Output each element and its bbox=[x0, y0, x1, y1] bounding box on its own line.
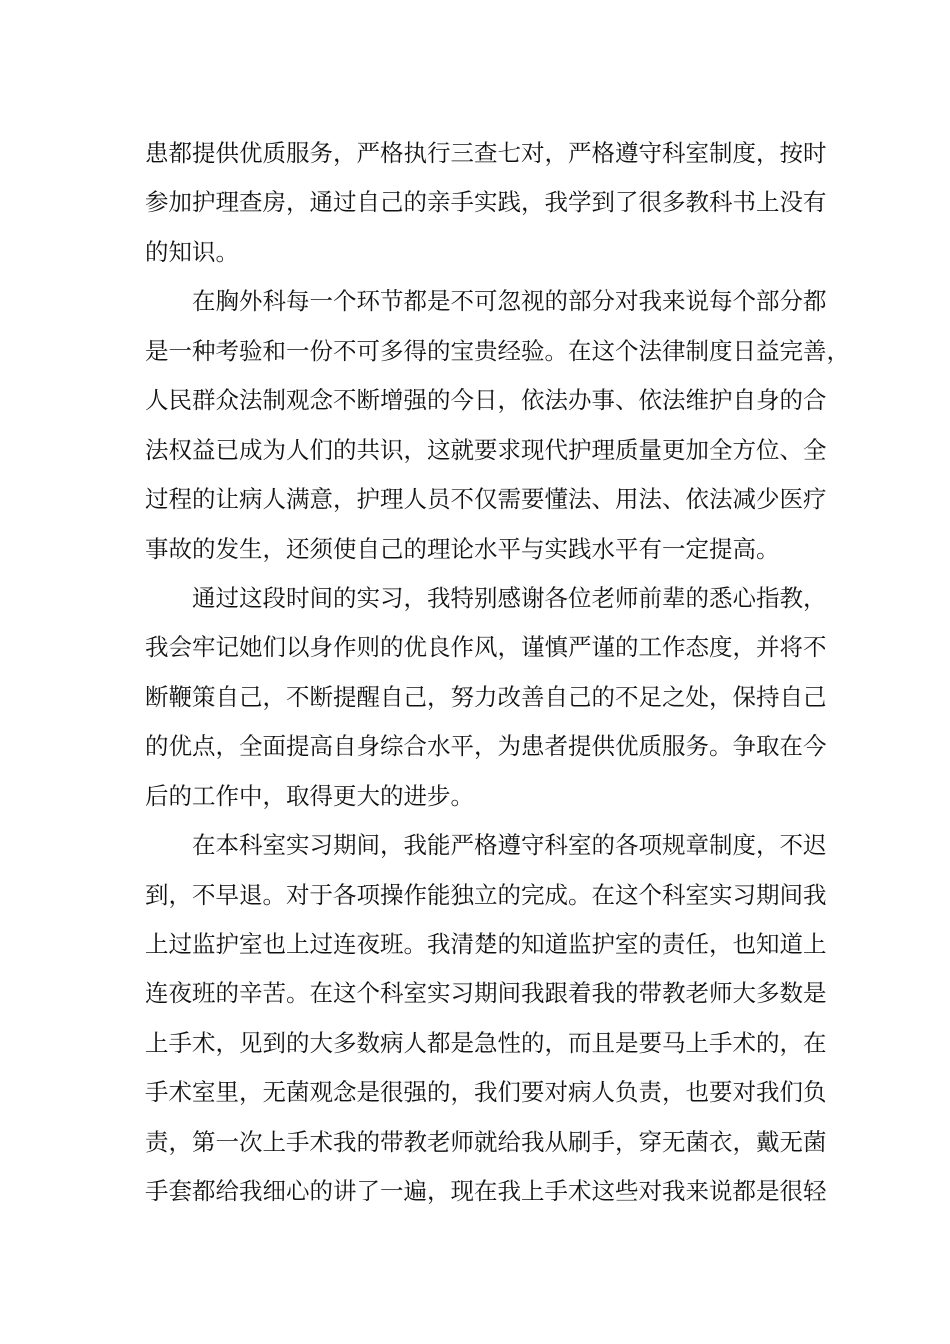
text-line: 人民群众法制观念不断增强的今日，依法办事、依法维护自身的合 bbox=[145, 386, 827, 415]
text-line: 上过监护室也上过连夜班。我清楚的知道监护室的责任，也知道上 bbox=[145, 930, 827, 958]
text-line: 后的工作中，取得更大的进步。 bbox=[145, 781, 474, 810]
text-line: 上手术，见到的大多数病人都是急性的，而且是要马上手术的，在 bbox=[145, 1028, 827, 1057]
text-line: 患都提供优质服务，严格执行三查七对，严格遵守科室制度，按时 bbox=[145, 139, 827, 167]
text-line: 断鞭策自己，不断提醒自己，努力改善自己的不足之处，保持自己 bbox=[145, 682, 827, 711]
paragraph-first-line: 在胸外科每一个环节都是不可忽视的部分对我来说每个部分都 bbox=[192, 287, 827, 316]
text-line: 的知识。 bbox=[145, 237, 239, 266]
text-line: 责，第一次上手术我的带教老师就给我从刷手，穿无菌衣，戴无菌 bbox=[145, 1127, 827, 1156]
text-line: 连夜班的辛苦。在这个科室实习期间我跟着我的带教老师大多数是 bbox=[145, 979, 827, 1008]
paragraph-first-line: 通过这段时间的实习，我特别感谢各位老师前辈的悉心指教， bbox=[192, 583, 827, 612]
paragraph-first-line: 在本科室实习期间，我能严格遵守科室的各项规章制度，不迟 bbox=[192, 831, 827, 860]
text-line: 事故的发生，还须使自己的理论水平与实践水平有一定提高。 bbox=[145, 534, 780, 563]
text-line: 手套都给我细心的讲了一遍，现在我上手术这些对我来说都是很轻 bbox=[145, 1177, 827, 1206]
text-line: 参加护理查房，通过自己的亲手实践，我学到了很多教科书上没有 bbox=[145, 188, 827, 217]
text-line: 是一种考验和一份不可多得的宝贵经验。在这个法律制度日益完善， bbox=[145, 336, 850, 365]
text-line: 我会牢记她们以身作则的优良作风，谨慎严谨的工作态度，并将不 bbox=[145, 633, 827, 662]
text-line: 过程的让病人满意，护理人员不仅需要懂法、用法、依法减少医疗 bbox=[145, 485, 827, 514]
body-text bbox=[145, 129, 850, 1217]
text-line: 的优点，全面提高自身综合水平，为患者提供优质服务。争取在今 bbox=[145, 732, 827, 761]
text-line: 手术室里，无菌观念是很强的，我们要对病人负责，也要对我们负 bbox=[145, 1078, 827, 1107]
text-line: 法权益已成为人们的共识，这就要求现代护理质量更加全方位、全 bbox=[145, 435, 827, 464]
text-line: 到，不早退。对于各项操作能独立的完成。在这个科室实习期间我 bbox=[145, 880, 827, 909]
